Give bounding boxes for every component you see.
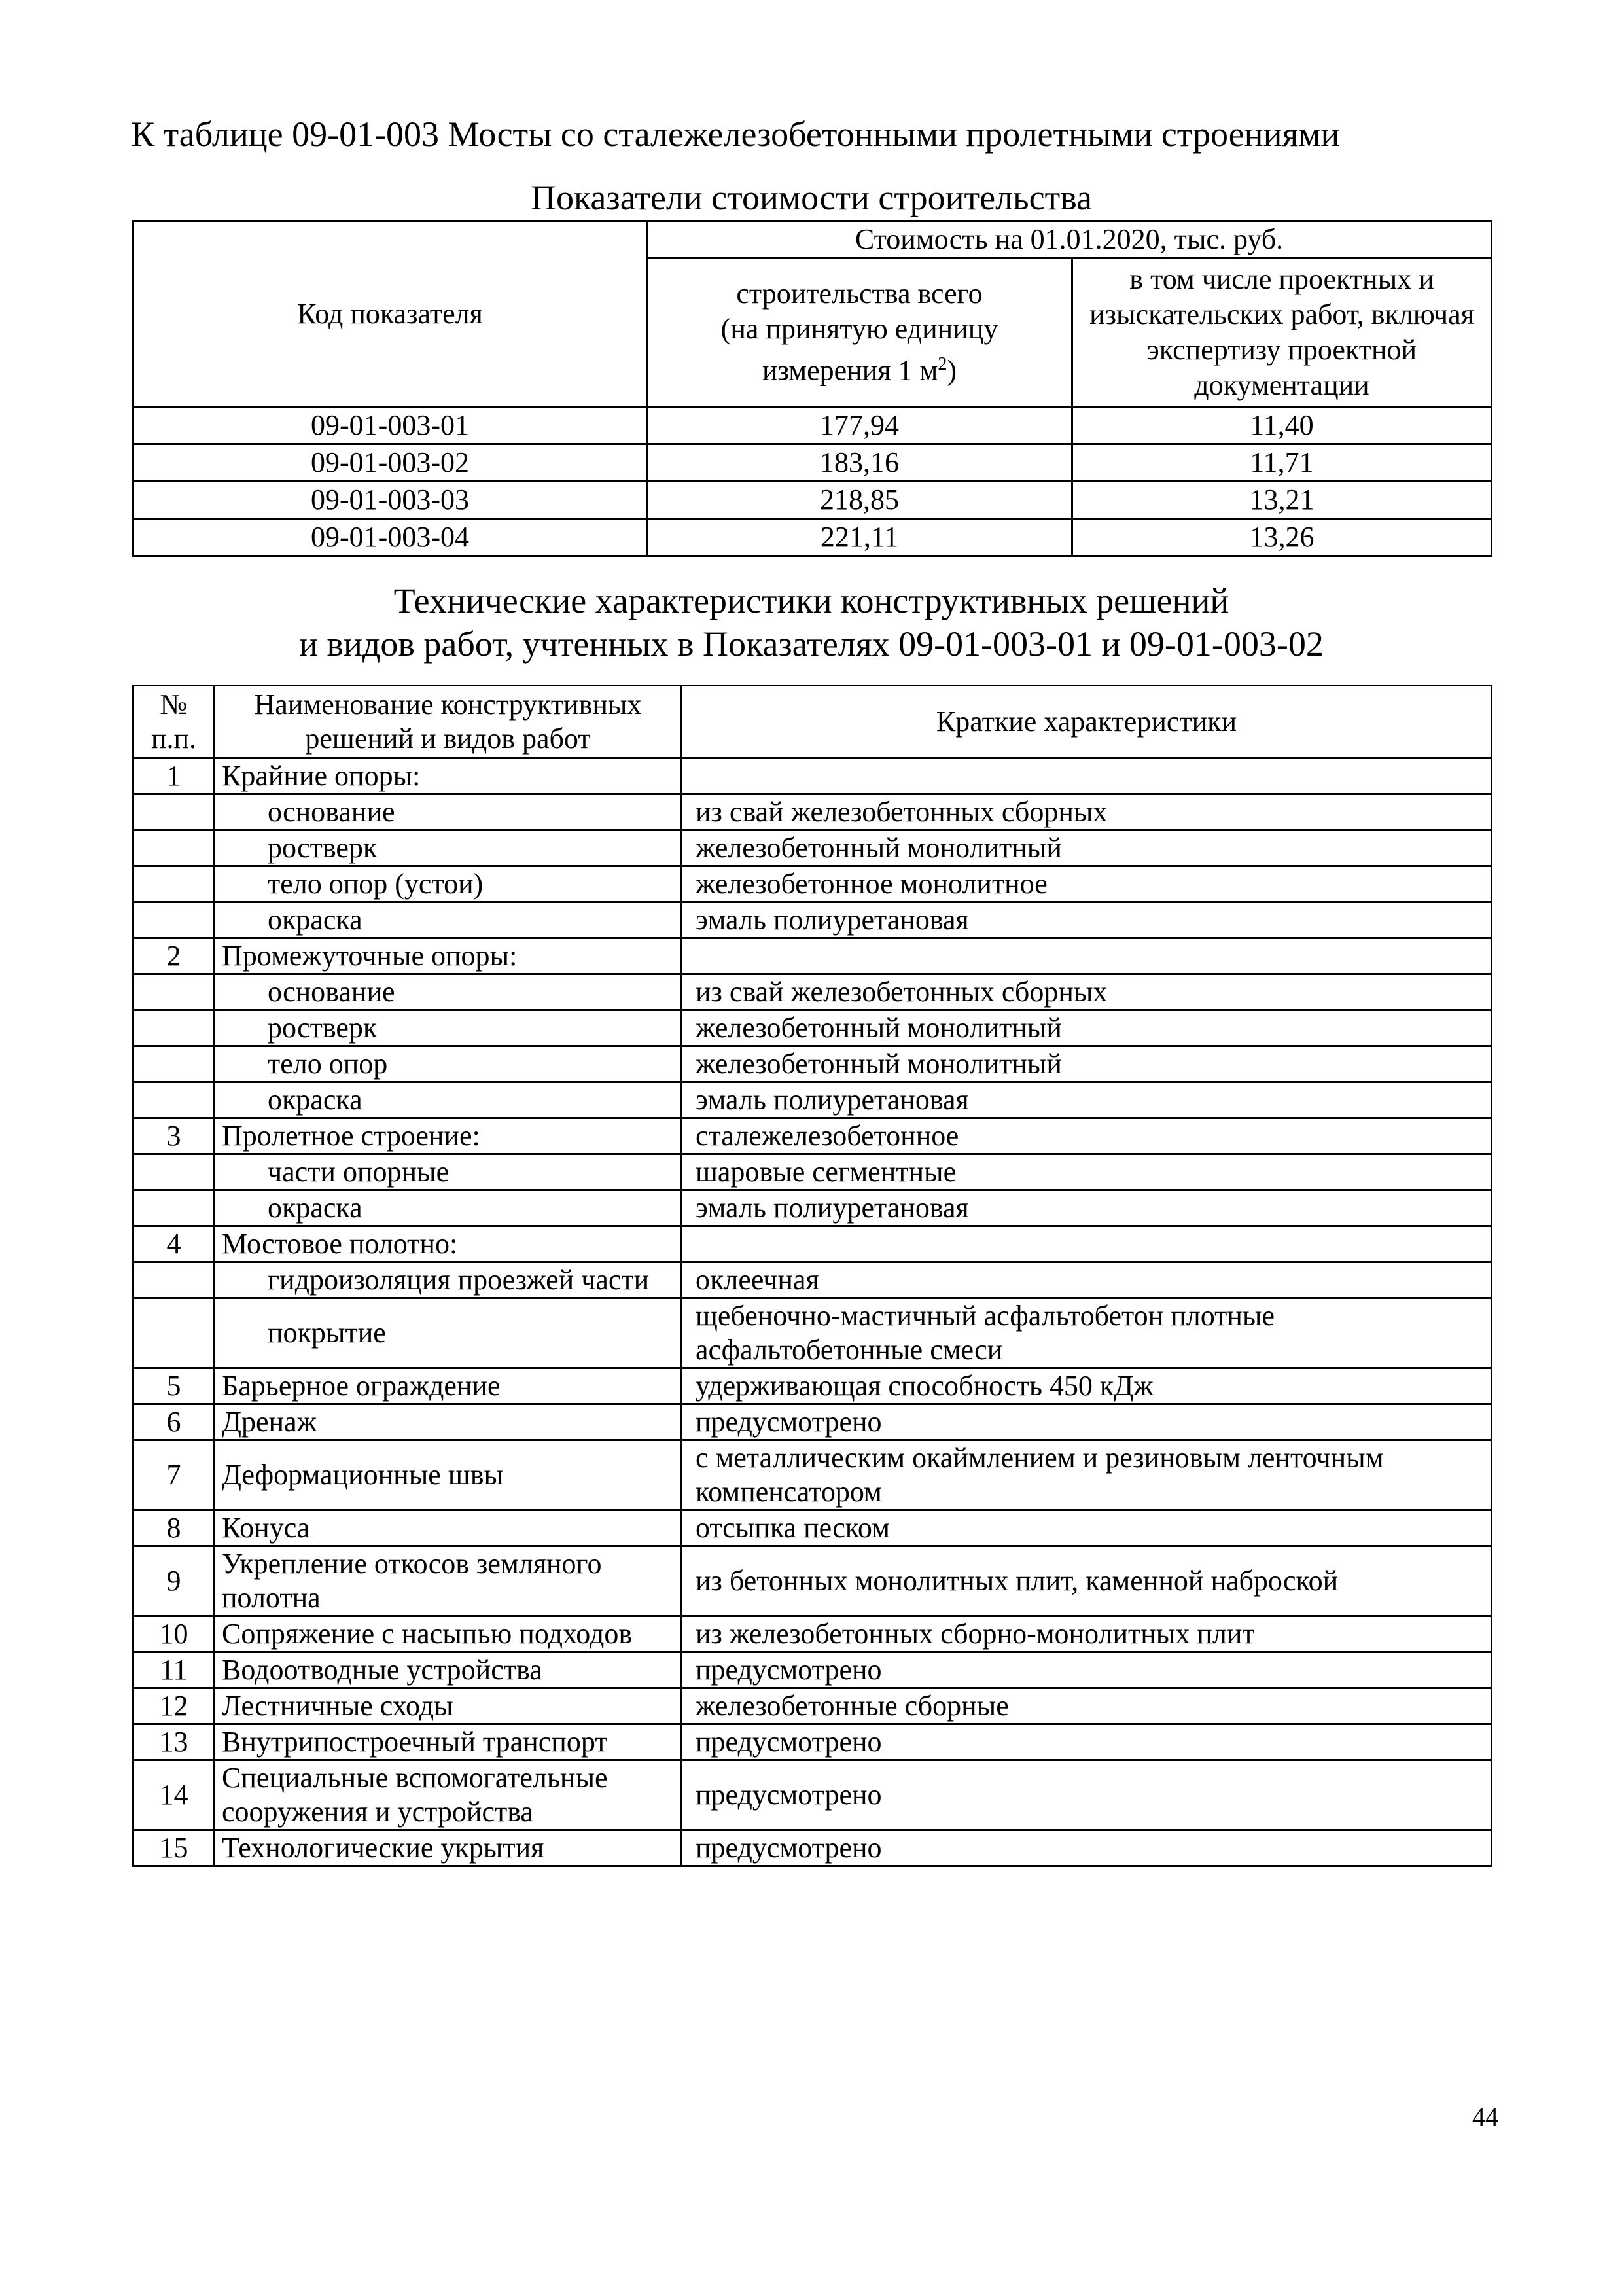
- tech-row: [133, 1262, 1492, 1298]
- indicator-code-cell: 09-01-003-01: [133, 407, 647, 444]
- tech-section-title-line2: и видов работ, учтенных в Показателях 09-01-003-01 и 09-01-003-02: [299, 624, 1324, 664]
- tech-row: [133, 974, 1492, 1010]
- row-number-cell: 1: [133, 758, 215, 794]
- row-number-cell: 5: [133, 1368, 215, 1404]
- indicator-code-cell: 09-01-003-03: [133, 482, 647, 519]
- element-name-cell: Лестничные сходы: [215, 1688, 682, 1724]
- element-name-cell: гидроизоляция проезжей части: [215, 1262, 682, 1298]
- characteristics-cell: [682, 938, 1492, 974]
- row-number-cell: 6: [133, 1404, 215, 1440]
- row-number-cell: [133, 830, 215, 866]
- characteristics-cell: [682, 1226, 1492, 1262]
- element-name-cell: ростверк: [215, 830, 682, 866]
- tech-row: [133, 1724, 1492, 1760]
- tech-row: [133, 1226, 1492, 1262]
- row-number-cell: [133, 1046, 215, 1082]
- document-title: К таблице 09-01-003 Мосты со сталежелезобетонными пролетными строениями: [131, 115, 1340, 154]
- cost-row: [133, 407, 1492, 444]
- tech-row: [133, 866, 1492, 902]
- row-number-cell: [133, 866, 215, 902]
- characteristics-cell: железобетонное монолитное: [682, 866, 1492, 902]
- element-name-cell: покрытие: [215, 1298, 682, 1368]
- row-number-cell: [133, 902, 215, 938]
- element-name-cell: Сопряжение с насыпью подходов: [215, 1616, 682, 1652]
- total-cost-header: [647, 258, 1072, 407]
- characteristics-cell: из бетонных монолитных плит, каменной наброской: [682, 1546, 1492, 1616]
- row-number-cell: [133, 1082, 215, 1118]
- tech-row: [133, 1510, 1492, 1546]
- total-cost-cell: 218,85: [647, 482, 1072, 519]
- tech-table: [132, 685, 1492, 1867]
- total-header-line2: (на принятую единицу: [720, 313, 998, 346]
- element-name-cell: ростверк: [215, 1010, 682, 1046]
- tech-row: [133, 1154, 1492, 1190]
- row-number-cell: 13: [133, 1724, 215, 1760]
- tech-row: [133, 1082, 1492, 1118]
- row-number-cell: 15: [133, 1830, 215, 1866]
- row-number-cell: [133, 974, 215, 1010]
- cost-section-title: Показатели стоимости строительства: [530, 178, 1092, 217]
- row-number-cell: 14: [133, 1760, 215, 1830]
- num-header: № п.п.: [133, 686, 215, 758]
- tech-row: [133, 1118, 1492, 1154]
- element-name-cell: Внутрипостроечный транспорт: [215, 1724, 682, 1760]
- total-cost-cell: 177,94: [647, 407, 1072, 444]
- design-cost-cell: 11,71: [1072, 444, 1492, 482]
- characteristics-cell: предусмотрено: [682, 1724, 1492, 1760]
- design-cost-header: в том числе проектных и изыскательских работ, включая экспертизу проектной документации: [1072, 258, 1492, 407]
- element-name-cell: Укрепление откосов земляного полотна: [215, 1546, 682, 1616]
- element-name-cell: Промежуточные опоры:: [215, 938, 682, 974]
- cost-table-header-row: [133, 221, 1492, 258]
- row-number-cell: 3: [133, 1118, 215, 1154]
- row-number-cell: [133, 1298, 215, 1368]
- page-number: 44: [1472, 2102, 1498, 2131]
- element-name-cell: Пролетное строение:: [215, 1118, 682, 1154]
- code-header: Код показателя: [133, 221, 647, 407]
- tech-row: [133, 1010, 1492, 1046]
- element-name-cell: Специальные вспомогательные сооружения и устройства: [215, 1760, 682, 1830]
- row-number-cell: 11: [133, 1652, 215, 1688]
- characteristics-cell: щебеночно-мастичный асфальтобетон плотные асфальтобетонные смеси: [682, 1298, 1492, 1368]
- characteristics-cell: из свай железобетонных сборных: [682, 794, 1492, 830]
- name-header: Наименование конструктивных решений и видов работ: [215, 686, 682, 758]
- row-number-cell: 10: [133, 1616, 215, 1652]
- characteristics-cell: [682, 758, 1492, 794]
- total-header-unit: измерения 1 м: [762, 354, 938, 387]
- element-name-cell: окраска: [215, 1082, 682, 1118]
- element-name-cell: Барьерное ограждение: [215, 1368, 682, 1404]
- tech-section-title-line1: Технические характеристики конструктивных решений: [393, 581, 1229, 620]
- row-number-cell: 2: [133, 938, 215, 974]
- design-cost-cell: 11,40: [1072, 407, 1492, 444]
- characteristics-cell: сталежелезобетонное: [682, 1118, 1492, 1154]
- element-name-cell: Крайние опоры:: [215, 758, 682, 794]
- tech-row: [133, 1760, 1492, 1830]
- element-name-cell: тело опор: [215, 1046, 682, 1082]
- element-name-cell: окраска: [215, 1190, 682, 1226]
- element-name-cell: тело опор (устои): [215, 866, 682, 902]
- cost-table-body: [133, 407, 1492, 556]
- tech-table-body: [133, 758, 1492, 1866]
- element-name-cell: основание: [215, 794, 682, 830]
- row-number-cell: [133, 1262, 215, 1298]
- characteristics-cell: эмаль полиуретановая: [682, 902, 1492, 938]
- row-number-cell: 9: [133, 1546, 215, 1616]
- characteristics-cell: железобетонные сборные: [682, 1688, 1492, 1724]
- tech-row: [133, 794, 1492, 830]
- characteristics-cell: железобетонный монолитный: [682, 1010, 1492, 1046]
- tech-row: [133, 1404, 1492, 1440]
- characteristics-cell: с металлическим окаймлением и резиновым ленточным компенсатором: [682, 1440, 1492, 1510]
- element-name-cell: Водоотводные устройства: [215, 1652, 682, 1688]
- element-name-cell: Дренаж: [215, 1404, 682, 1440]
- total-cost-cell: 183,16: [647, 444, 1072, 482]
- tech-row: [133, 1830, 1492, 1866]
- row-number-cell: 4: [133, 1226, 215, 1262]
- cost-row: [133, 519, 1492, 556]
- characteristics-cell: удерживающая способность 450 кДж: [682, 1368, 1492, 1404]
- characteristics-cell: отсыпка песком: [682, 1510, 1492, 1546]
- characteristics-cell: эмаль полиуретановая: [682, 1082, 1492, 1118]
- unit-superscript: 2: [938, 354, 947, 375]
- element-name-cell: Технологические укрытия: [215, 1830, 682, 1866]
- element-name-cell: части опорные: [215, 1154, 682, 1190]
- element-name-cell: основание: [215, 974, 682, 1010]
- characteristics-cell: предусмотрено: [682, 1404, 1492, 1440]
- tech-row: [133, 1616, 1492, 1652]
- total-header-line3: [654, 347, 1065, 389]
- row-number-cell: 7: [133, 1440, 215, 1510]
- total-cost-cell: 221,11: [647, 519, 1072, 556]
- design-cost-cell: 13,26: [1072, 519, 1492, 556]
- tech-row: [133, 758, 1492, 794]
- row-number-cell: [133, 1154, 215, 1190]
- tech-row: [133, 1652, 1492, 1688]
- row-number-cell: [133, 1190, 215, 1226]
- tech-row: [133, 902, 1492, 938]
- cost-table: [132, 220, 1492, 557]
- tech-row: [133, 1440, 1492, 1510]
- tech-row: [133, 1046, 1492, 1082]
- row-number-cell: [133, 794, 215, 830]
- element-name-cell: Мостовое полотно:: [215, 1226, 682, 1262]
- row-number-cell: 8: [133, 1510, 215, 1546]
- element-name-cell: Деформационные швы: [215, 1440, 682, 1510]
- cost-row: [133, 444, 1492, 482]
- tech-row: [133, 938, 1492, 974]
- design-cost-cell: 13,21: [1072, 482, 1492, 519]
- tech-table-header-row: [133, 686, 1492, 758]
- tech-row: [133, 1688, 1492, 1724]
- characteristics-cell: железобетонный монолитный: [682, 1046, 1492, 1082]
- tech-row: [133, 1546, 1492, 1616]
- element-name-cell: окраска: [215, 902, 682, 938]
- tech-row: [133, 1368, 1492, 1404]
- characteristics-cell: оклеечная: [682, 1262, 1492, 1298]
- characteristics-cell: предусмотрено: [682, 1760, 1492, 1830]
- tech-row: [133, 1190, 1492, 1226]
- indicator-code-cell: 09-01-003-04: [133, 519, 647, 556]
- characteristics-cell: предусмотрено: [682, 1830, 1492, 1866]
- characteristics-cell: шаровые сегментные: [682, 1154, 1492, 1190]
- total-header-line1: строительства всего: [736, 277, 983, 310]
- characteristics-cell: из железобетонных сборно-монолитных плит: [682, 1616, 1492, 1652]
- total-header-close: ): [947, 354, 957, 387]
- cost-group-header: Стоимость на 01.01.2020, тыс. руб.: [647, 221, 1492, 258]
- characteristics-cell: железобетонный монолитный: [682, 830, 1492, 866]
- cost-row: [133, 482, 1492, 519]
- characteristics-cell: эмаль полиуретановая: [682, 1190, 1492, 1226]
- desc-header: Краткие характеристики: [682, 686, 1492, 758]
- element-name-cell: Конуса: [215, 1510, 682, 1546]
- characteristics-cell: предусмотрено: [682, 1652, 1492, 1688]
- row-number-cell: [133, 1010, 215, 1046]
- row-number-cell: 12: [133, 1688, 215, 1724]
- characteristics-cell: из свай железобетонных сборных: [682, 974, 1492, 1010]
- indicator-code-cell: 09-01-003-02: [133, 444, 647, 482]
- tech-row: [133, 1298, 1492, 1368]
- tech-row: [133, 830, 1492, 866]
